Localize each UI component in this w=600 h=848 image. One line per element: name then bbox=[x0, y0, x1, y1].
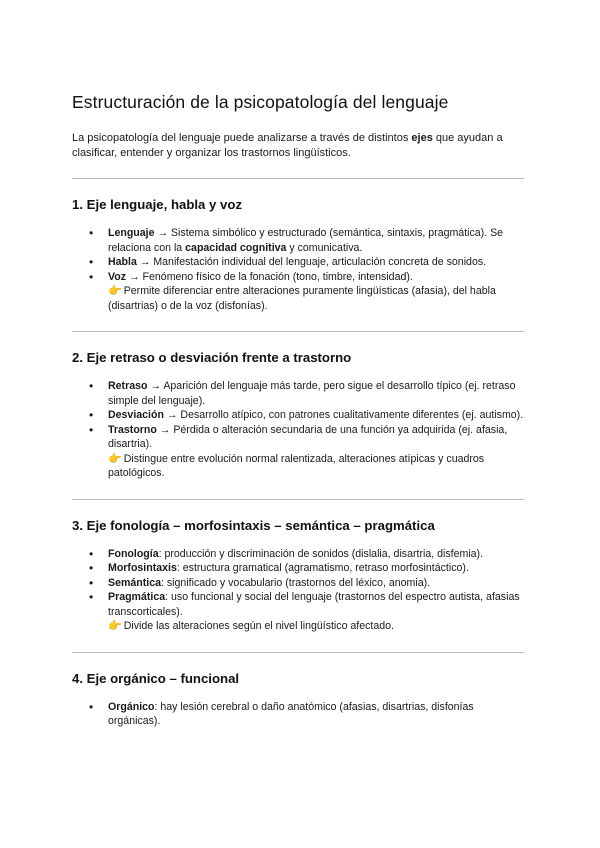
list-item bbox=[108, 590, 524, 634]
page-title: Estructuración de la psicopatología del lenguaje bbox=[72, 92, 449, 112]
list-item bbox=[108, 700, 524, 729]
pointing-hand-icon: 👉 bbox=[108, 620, 122, 632]
item-text: y comunicativa. bbox=[286, 241, 363, 254]
item-text: → Aparición del lenguaje más tarde, pero sigue el desarrollo típico (ej. retraso simple del lenguaje). bbox=[108, 380, 516, 407]
section-divider bbox=[72, 652, 524, 653]
list-item bbox=[108, 547, 524, 562]
bullet-list bbox=[72, 547, 524, 634]
note-text: Permite diferenciar entre alteraciones puramente lingüísticas (afasia), del habla (disartrias) o de la voz (disfonías). bbox=[108, 285, 496, 312]
list-item bbox=[108, 561, 524, 576]
intro-text-2: que ayudan a clasificar, entender y organizar los trastornos lingüísticos. bbox=[72, 132, 503, 159]
note-text: Distingue entre evolución normal ralentizada, alteraciones atípicas y cuadros patológicos. bbox=[108, 452, 485, 479]
section-1 bbox=[72, 197, 524, 313]
section-heading: 4. Eje orgánico – funcional bbox=[72, 670, 240, 686]
pointing-hand-icon: 👉 bbox=[108, 285, 122, 297]
section-4 bbox=[72, 671, 524, 729]
list-item bbox=[108, 255, 524, 270]
list-item bbox=[108, 408, 524, 423]
section-3 bbox=[72, 518, 524, 634]
section-heading: 1. Eje lenguaje, habla y voz bbox=[72, 197, 243, 212]
item-text: → Fenómeno físico de la fonación (tono, timbre, intensidad). bbox=[126, 270, 413, 283]
list-item bbox=[108, 379, 524, 408]
item-term: Trastorno bbox=[108, 423, 157, 436]
item-term: Voz bbox=[108, 270, 127, 283]
item-term: Desviación bbox=[108, 409, 164, 421]
note-text: Divide las alteraciones según el nivel lingüístico afectado. bbox=[123, 620, 394, 632]
item-term: Habla bbox=[108, 256, 137, 268]
item-term: Pragmática bbox=[108, 591, 166, 603]
section-divider bbox=[72, 499, 524, 500]
list-item bbox=[108, 270, 524, 314]
item-term: Lenguaje bbox=[108, 227, 155, 239]
section-divider bbox=[72, 178, 524, 179]
pointing-hand-icon: 👉 bbox=[108, 452, 122, 465]
item-note bbox=[108, 619, 524, 634]
item-term: Retraso bbox=[108, 380, 148, 392]
item-text: : estructura gramatical (agramatismo, retraso morfosintáctico). bbox=[176, 562, 469, 574]
list-item bbox=[108, 576, 524, 591]
section-divider bbox=[72, 331, 524, 332]
item-text: → Desarrollo atípico, con patrones cualitativamente diferentes (ej. autismo). bbox=[163, 409, 524, 421]
bullet-list bbox=[72, 379, 524, 481]
list-item bbox=[108, 423, 524, 481]
item-note bbox=[108, 284, 524, 313]
item-text: : producción y discriminación de sonidos (dislalia, disartria, disfemia). bbox=[158, 547, 484, 560]
item-term: Orgánico bbox=[108, 700, 155, 713]
item-text: : uso funcional y social del lenguaje (trastornos del espectro autista, afasias transcorticales). bbox=[108, 591, 520, 618]
intro-bold: ejes bbox=[411, 132, 433, 144]
item-term: Morfosintaxis bbox=[108, 562, 177, 574]
section-heading: 3. Eje fonología – morfosintaxis – semántica – pragmática bbox=[72, 517, 435, 533]
item-note bbox=[108, 452, 524, 481]
list-item bbox=[108, 226, 524, 255]
item-text: → Pérdida o alteración secundaria de una función ya adquirida (ej. afasia, disartria). bbox=[108, 423, 508, 450]
item-text: : hay lesión cerebral o daño anatómico (afasias, disartrias, disfonías orgánicas). bbox=[108, 700, 474, 727]
section-2 bbox=[72, 350, 524, 481]
item-term: Fonología bbox=[108, 547, 159, 560]
item-term: Semántica bbox=[108, 576, 161, 589]
item-bold: capacidad cognitiva bbox=[185, 241, 287, 254]
item-text: → Manifestación individual del lenguaje, articulación concreta de sonidos. bbox=[136, 256, 487, 268]
item-text: → Sistema simbólico y estructurado (semántica, sintaxis, pragmática). Se relaciona con la bbox=[108, 227, 504, 254]
section-heading: 2. Eje retraso o desviación frente a trastorno bbox=[72, 350, 352, 365]
intro-paragraph bbox=[72, 131, 524, 161]
bullet-list bbox=[72, 700, 524, 729]
item-text: : significado y vocabulario (trastornos del léxico, anomia). bbox=[161, 576, 431, 589]
intro-text-1: La psicopatología del lenguaje puede analizarse a través de distintos bbox=[72, 132, 412, 144]
bullet-list bbox=[72, 226, 524, 313]
